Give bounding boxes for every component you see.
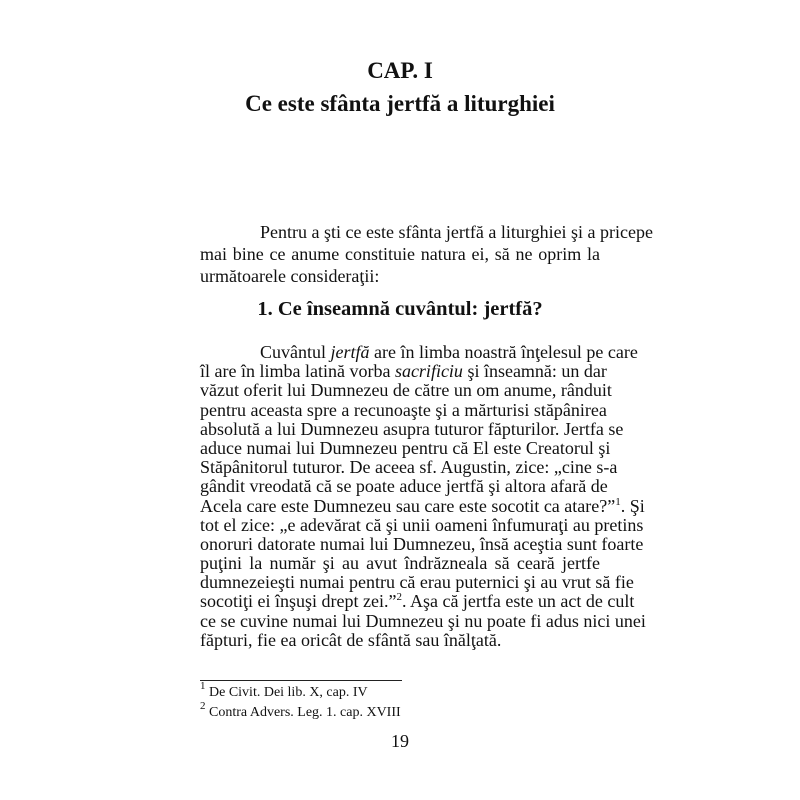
text-segment: . Şi: [620, 495, 645, 516]
text-segment: socotiţi ei înşuşi drept zei.”: [200, 591, 397, 612]
text-line: [200, 380, 612, 401]
text-line: [200, 265, 600, 287]
text-line: [200, 476, 608, 497]
body-paragraph: [200, 342, 646, 650]
text-segment: următoarele consideraţii:: [200, 266, 380, 286]
text-line: [200, 342, 638, 362]
text-line: [200, 418, 624, 439]
text-line: [200, 514, 644, 535]
text-segment: ce se cuvine numai lui Dumnezeu şi nu poate fi adus nici unei: [200, 610, 646, 631]
text-segment: dumnezeieşti numai pentru că erau puternici şi au vrut să fie: [200, 572, 634, 593]
footnote-reference: 1: [615, 495, 621, 508]
section-heading: 1. Ce înseamnă cuvântul: jertfă?: [257, 298, 543, 320]
footnote-marker: 2: [200, 700, 206, 712]
text-segment: Acela care este Dumnezeu sau care este socotit ca atare?”: [200, 495, 616, 516]
text-line: [200, 243, 600, 265]
text-line: [200, 457, 618, 478]
text-segment: are în limba noastră înţelesul pe care: [369, 342, 638, 362]
text-line: [200, 495, 645, 516]
text-line: [200, 361, 607, 382]
text-segment: făpturi, fie ea oricât de sfântă sau înălţată.: [200, 629, 502, 650]
footnote-separator: [200, 680, 402, 681]
intro-paragraph: [200, 221, 654, 287]
text-segment: . Aşa că jertfa este un act de cult: [401, 591, 635, 612]
footnote-text: De Civit. Dei lib. X, cap. IV: [205, 685, 368, 700]
text-segment: Cuvântul: [260, 342, 331, 362]
footnote-1: [200, 680, 368, 703]
text-line: [200, 572, 634, 593]
text-segment: tot el zice: „e adevărat că şi unii oameni înfumuraţi au pretins: [200, 514, 644, 535]
text-segment: onoruri datorate numai lui Dumnezeu, însă aceştia sunt foarte: [200, 533, 644, 554]
page-number: 19: [391, 731, 409, 751]
text-segment: şi înseamnă: un dar: [462, 361, 607, 382]
text-segment: Stăpânitorul tuturor. De aceea sf. Augustin, zice: „cine s-a: [200, 457, 618, 478]
text-segment: gândit vreodată că se poate aduce jertfă şi altora afară de: [200, 476, 608, 497]
text-segment: îl are în limba latină vorba: [200, 361, 395, 382]
footnote-2: [200, 700, 401, 723]
text-line: [200, 221, 654, 243]
text-line: [200, 631, 600, 650]
text-line: [200, 554, 600, 573]
text-segment: puţini la număr şi au avut îndrăzneala să ceară jertfe: [200, 553, 600, 574]
footnote-marker: 1: [200, 680, 206, 692]
chapter-title: Ce este sfânta jertfă a liturghiei: [245, 91, 555, 116]
text-segment: pentru aceasta spre a recunoaşte şi a mărturisi stăpânirea: [200, 399, 607, 420]
text-line: [200, 399, 607, 420]
text-segment: mai bine ce anume constituie natura ei, să ne oprim la: [200, 244, 600, 264]
footnote-reference: 2: [396, 591, 402, 604]
text-line: [200, 533, 644, 554]
text-segment: văzut oferit lui Dumnezeu de către un om anume, rânduit: [200, 380, 612, 401]
text-segment: aduce numai lui Dumnezeu pentru că El este Creatorul şi: [200, 437, 611, 458]
text-line: [200, 610, 646, 631]
text-line: [200, 437, 611, 458]
chapter-number: CAP. I: [367, 58, 433, 83]
text-segment: Pentru a şti ce este sfânta jertfă a liturghiei şi a pricepe: [260, 222, 654, 242]
text-segment: absolută a lui Dumnezeu asupra tuturor făpturilor. Jertfa se: [200, 418, 624, 439]
italic-term: sacrificiu: [394, 361, 463, 382]
text-line: [200, 591, 635, 612]
italic-term: jertfă: [330, 342, 370, 362]
footnote-text: Contra Advers. Leg. 1. cap. XVIII: [205, 705, 401, 720]
